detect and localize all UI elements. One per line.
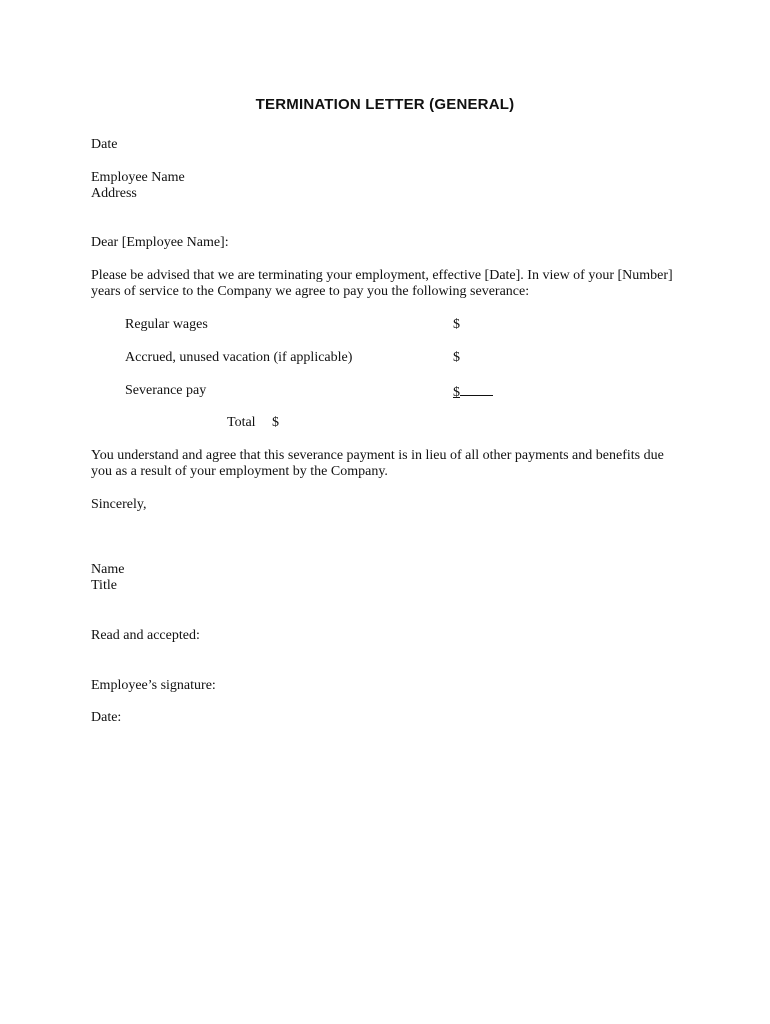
- signer-name: Name: [91, 562, 125, 577]
- severance-item-amount: $: [453, 317, 460, 332]
- employee-signature-label: Employee’s signature:: [91, 678, 216, 693]
- severance-item-label: Regular wages: [125, 317, 208, 332]
- read-and-accepted: Read and accepted:: [91, 628, 200, 643]
- total-label: Total: [227, 415, 256, 430]
- total-amount: $: [272, 415, 279, 430]
- severance-pay-blank-line: [460, 382, 493, 396]
- date-line: Date: [91, 137, 118, 152]
- severance-item-amount-underlined: [453, 382, 493, 401]
- severance-item-label: Severance pay: [125, 383, 207, 398]
- severance-pay-dollar: $: [453, 385, 460, 400]
- closing: Sincerely,: [91, 497, 147, 512]
- signer-title: Title: [91, 578, 117, 593]
- severance-item-label: Accrued, unused vacation (if applicable): [125, 350, 353, 365]
- address-line: Address: [91, 186, 137, 201]
- intro-paragraph-line-1: Please be advised that we are terminating your employment, effective [Date]. In view of your [Number]: [91, 268, 673, 283]
- document-title: TERMINATION LETTER (GENERAL): [255, 96, 515, 113]
- agreement-paragraph-line-1: You understand and agree that this severance payment is in lieu of all other payments and benefits due: [91, 448, 664, 463]
- intro-paragraph-line-2: years of service to the Company we agree to pay you the following severance:: [91, 284, 530, 299]
- agreement-paragraph-line-2: you as a result of your employment by the Company.: [91, 464, 388, 479]
- severance-item-amount: $: [453, 350, 460, 365]
- salutation: Dear [Employee Name]:: [91, 235, 229, 250]
- footer-date-label: Date:: [91, 710, 122, 725]
- employee-name-line: Employee Name: [91, 170, 185, 185]
